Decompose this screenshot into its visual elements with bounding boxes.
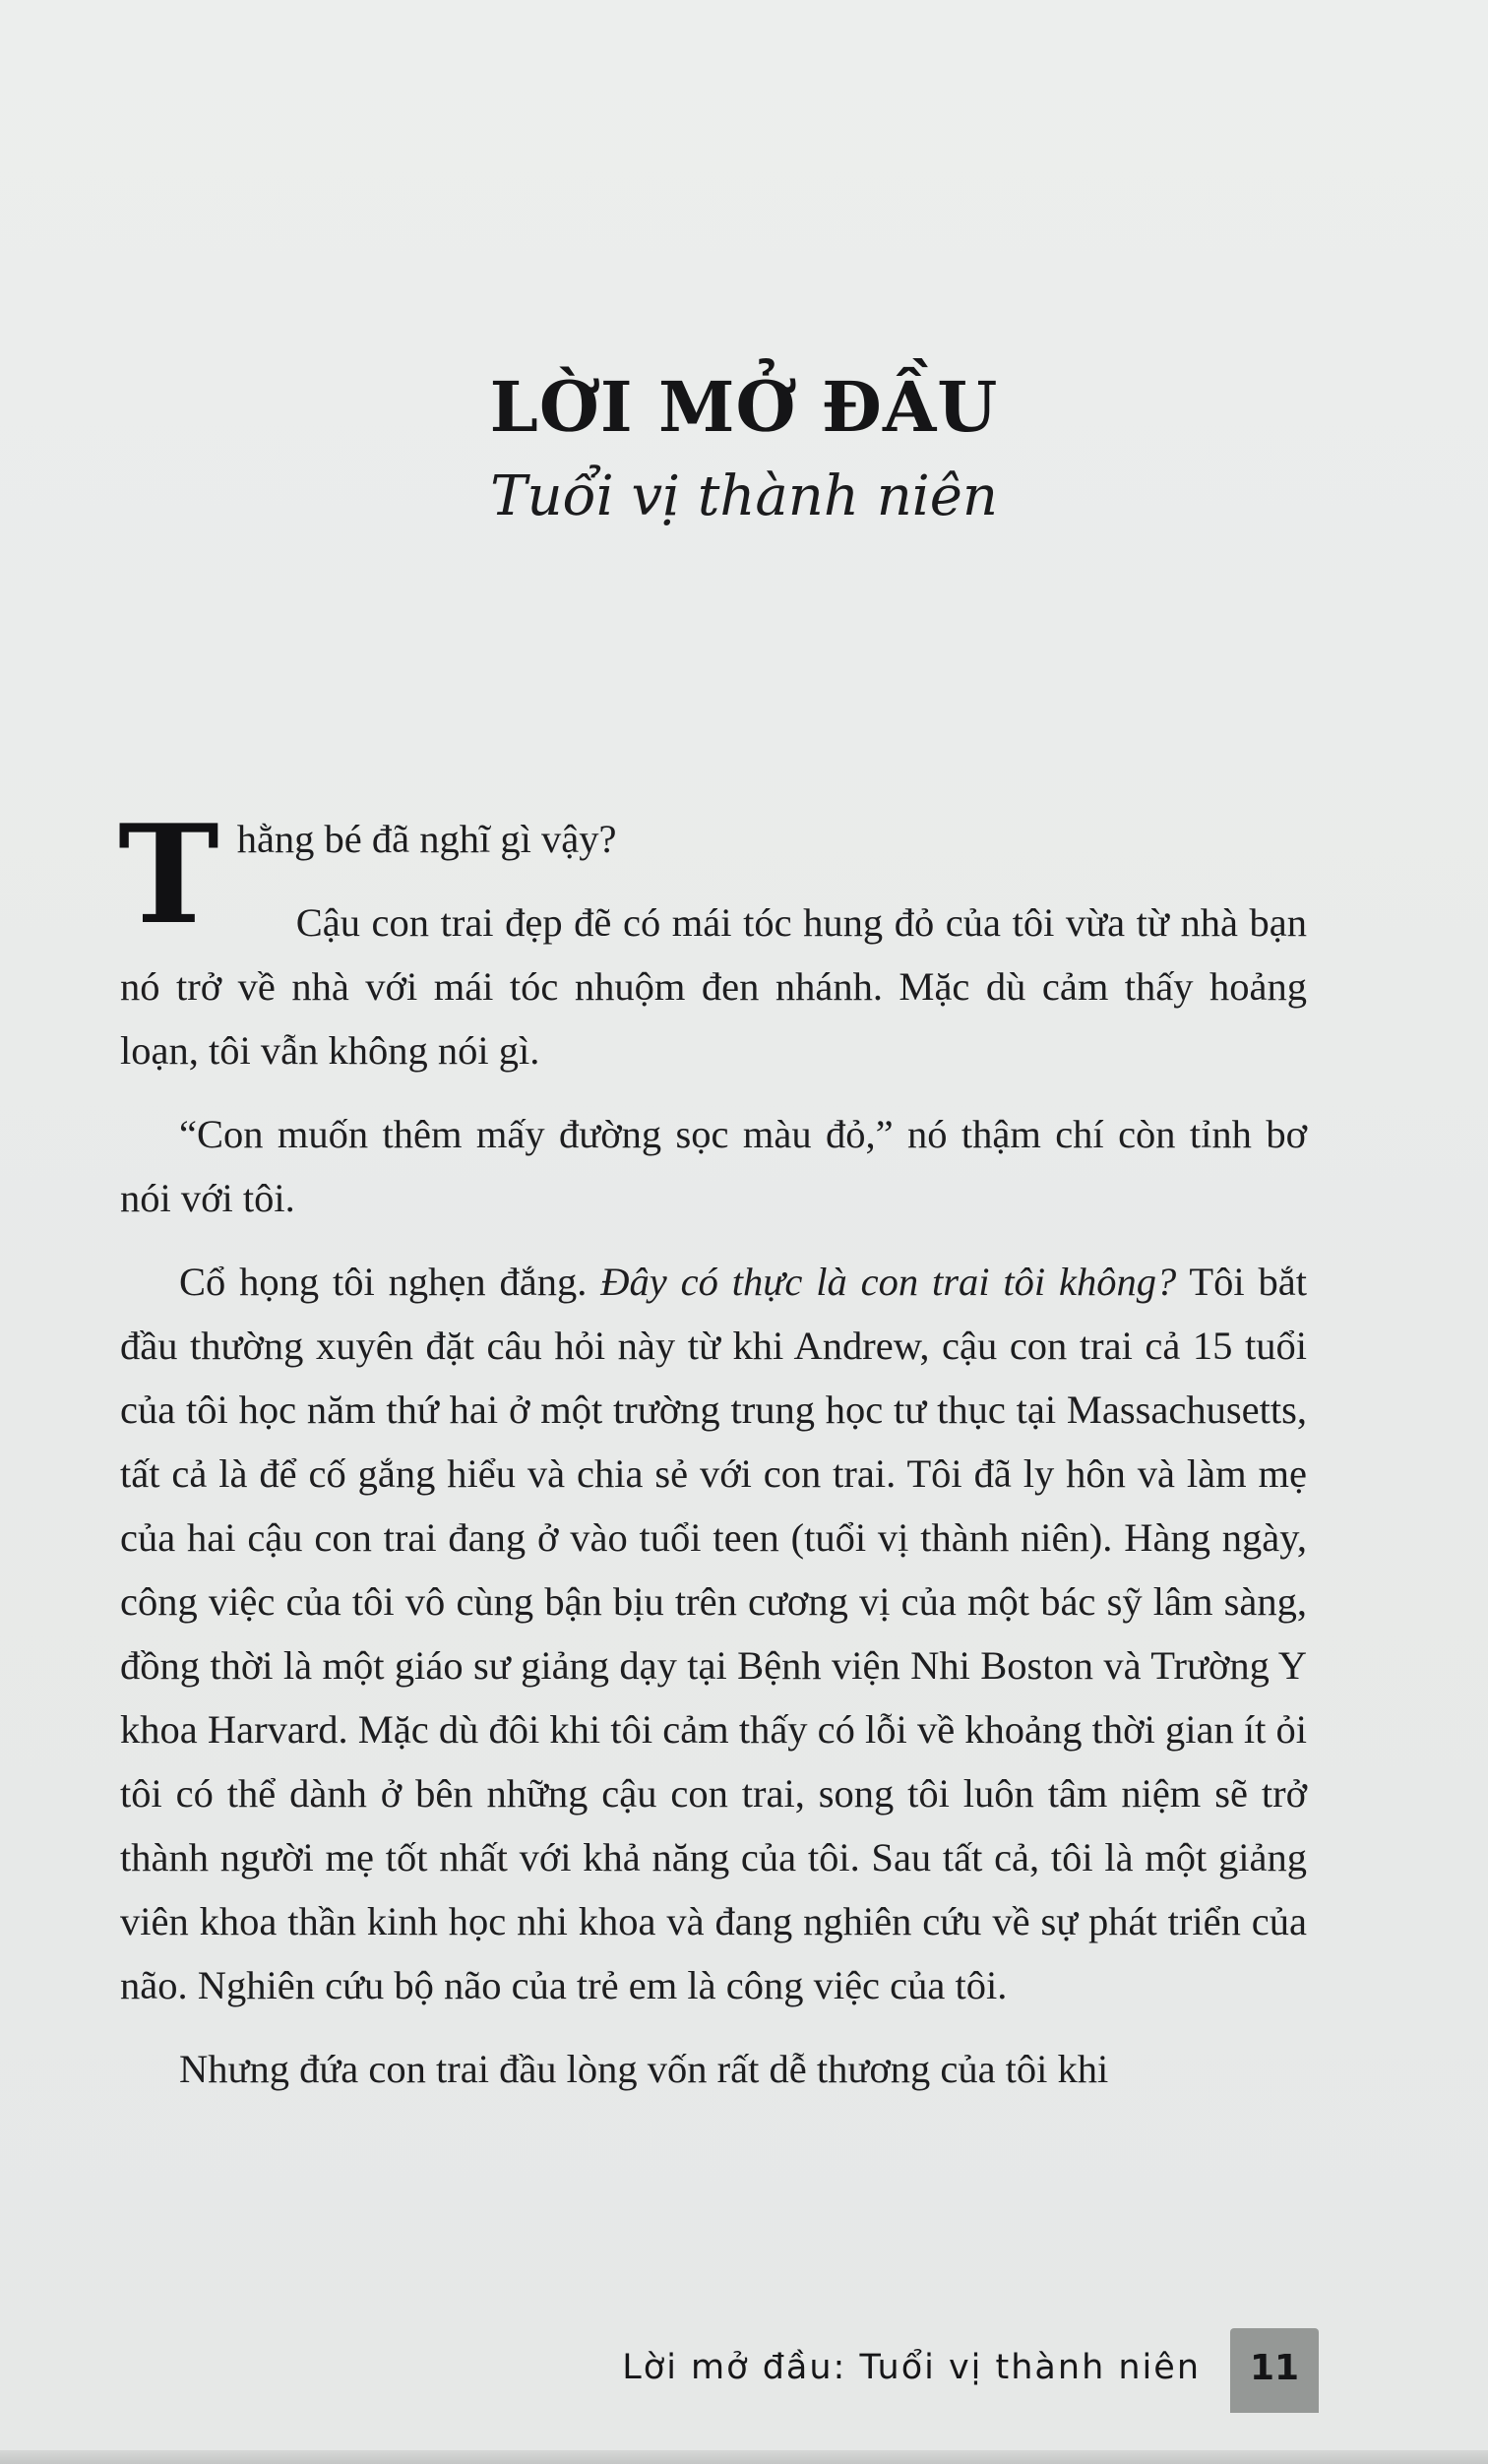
page-number-tab [1230,2328,1319,2413]
paragraph-4-italic: Đây có thực là con trai tôi không? [600,1260,1177,1304]
page-bottom-edge [0,2450,1488,2464]
page-footer [590,2340,1319,2411]
drop-cap: T [118,794,219,955]
body-text [118,794,1307,2121]
paragraph-2: Cậu con trai đẹp đẽ có mái tóc hung đỏ của tôi vừa từ nhà bạn nó trở về nhà với mái tóc nhuộm đen nhánh. Mặc dù cảm thấy hoảng loạn, tôi vẫn không nói gì. [120,900,1307,1073]
paragraph-5: Nhưng đứa con trai đầu lòng vốn rất dễ thương của tôi khi [179,2047,1109,2091]
paragraph-4 [120,1250,1307,2017]
paragraph-4-lead: Cổ họng tôi nghẹn đắng. [179,1260,601,1304]
page-number: 11 [1249,2348,1300,2388]
paragraph-4-rest: Tôi bắt đầu thường xuyên đặt câu hỏi này từ khi Andrew, cậu con trai cả 15 tuổi của tôi học năm thứ hai ở một trường trung học tư thục tại Massachusetts, tất cả là để cố gắng hiểu và chia sẻ với con trai. Tôi đã ly hôn và làm mẹ của hai cậu con trai đang ở vào tuổi teen (tuổi vị thành niên). Hàng ngày, công việc của tôi vô cùng bận bịu trên cương vị của một bác sỹ lâm sàng, đồng thời là một giáo sư giảng dạy tại Bệnh viện Nhi Boston và Trường Y khoa Harvard. Mặc dù đôi khi tôi cảm thấy có lỗi về khoảng thời gian ít ỏi tôi có thể dành ở bên những cậu con trai, song tôi luôn tâm niệm sẽ trở thành người mẹ tốt nhất với khả năng của tôi. Sau tất cả, tôi là một giảng viên khoa thần kinh học nhi khoa và đang nghiên cứu về sự phát triển của não. Nghiên cứu bộ não của trẻ em là công việc của tôi. [120,1260,1307,2007]
paragraph-3: “Con muốn thêm mấy đường sọc màu đỏ,” nó thậm chí còn tỉnh bơ nói với tôi. [120,1112,1307,1220]
paragraph-1 [118,794,1307,955]
paragraph-1-text: hằng bé đã nghĩ gì vậy? [236,817,617,861]
running-title: Lời mở đầu: Tuổi vị thành niên [622,2348,1201,2387]
chapter-title: LỜI MỞ ĐẦU [489,366,999,448]
chapter-subtitle: Tuổi vị thành niên [490,464,998,528]
